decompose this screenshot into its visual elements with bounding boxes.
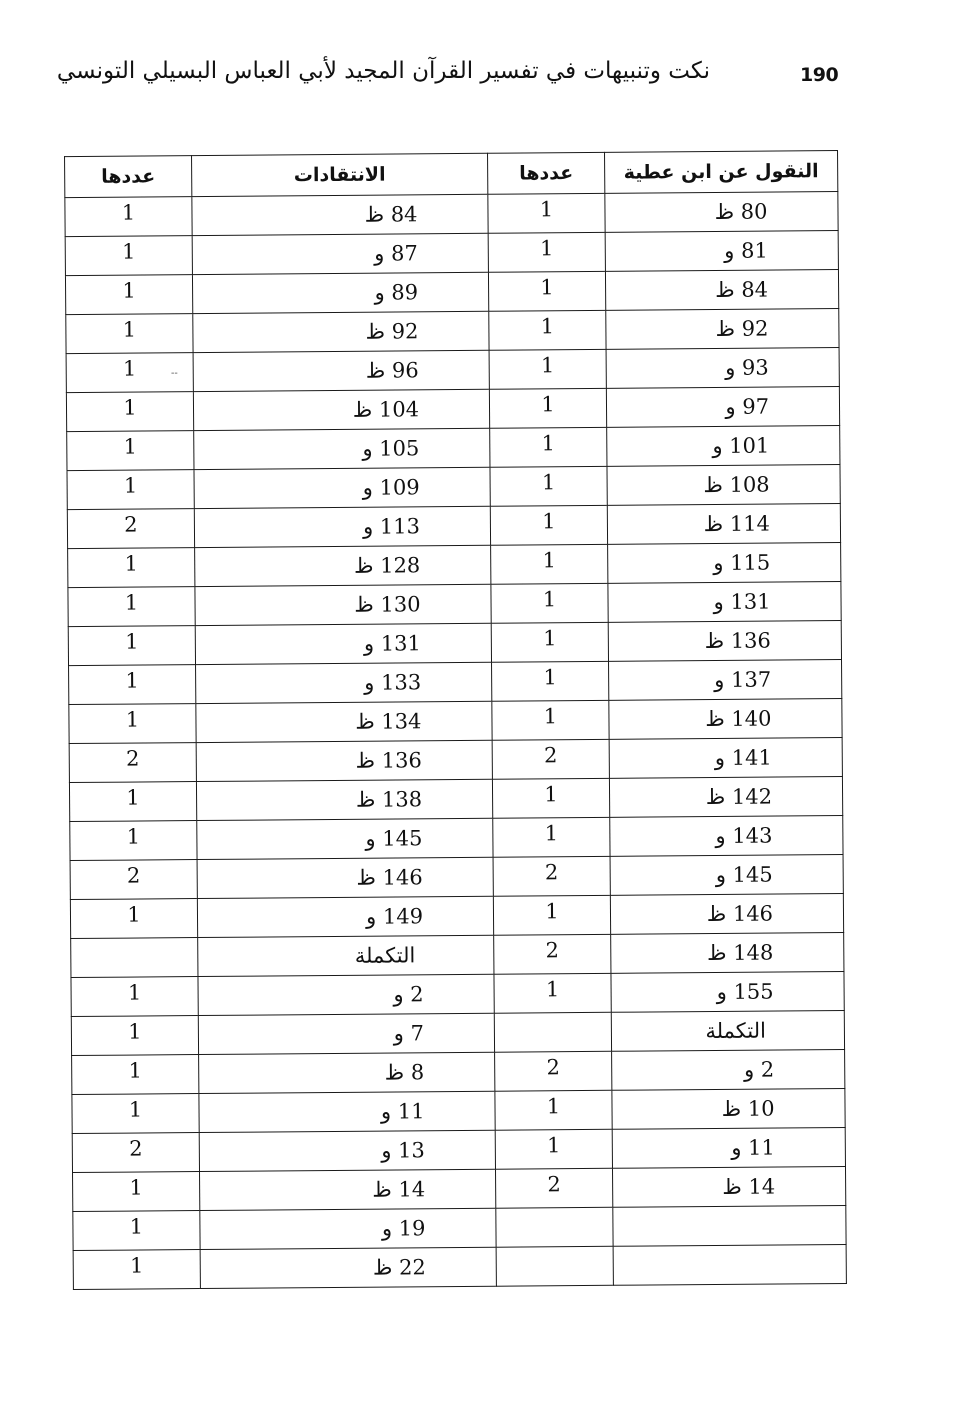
count-value: 1 <box>124 590 139 615</box>
cell-quote-ref: 145 و <box>610 854 843 895</box>
cell-criticism-count <box>73 1211 200 1251</box>
cell-criticism-ref: 2 و <box>198 974 494 1015</box>
cell-criticism-count <box>72 1094 199 1134</box>
column-header-criticisms: الانتقادات <box>192 153 488 196</box>
count-value: 1 <box>543 665 557 690</box>
cell-quote-count <box>495 1051 612 1091</box>
cell-criticism-count <box>71 938 198 978</box>
cell-quote-ref: 97 و <box>606 386 839 427</box>
count-value: 1 <box>123 395 137 420</box>
cell-criticism-ref: 14 ظ <box>200 1169 496 1210</box>
count-value: 1 <box>125 707 140 732</box>
count-value: 1 <box>540 275 554 300</box>
count-value: 1 <box>545 977 560 1002</box>
cell-criticism-ref: 11 و <box>199 1091 495 1132</box>
cell-quote-ref: 93 و <box>606 347 839 388</box>
count-value: 1 <box>541 470 556 495</box>
count-value: 1 <box>546 1094 561 1119</box>
cell-criticism-ref: 89 و <box>192 272 488 313</box>
cell-criticism-count <box>70 860 197 900</box>
cell-criticism-count <box>70 899 197 939</box>
count-value: 1 <box>128 1097 143 1122</box>
running-title: نكت وتنبيهات في تفسير القرآن المجيد لأبي العباس البسيلي التونسي <box>56 58 710 84</box>
cell-quote-ref: 10 ظ <box>612 1088 845 1129</box>
cell-criticism-count <box>70 821 197 861</box>
cell-criticism-ref: 145 و <box>197 818 493 859</box>
cell-quote-ref: 84 ظ <box>605 270 838 311</box>
cell-quote-ref: 140 ظ <box>609 698 842 739</box>
table-row <box>68 581 841 626</box>
cell-criticism-count <box>71 1016 198 1056</box>
cell-quote-ref: 148 ظ <box>611 932 844 973</box>
cell-criticism-count <box>66 314 193 354</box>
cell-quote-count <box>492 778 609 818</box>
cell-quote-ref: 80 ظ <box>605 192 838 233</box>
cell-criticism-ref: 105 و <box>194 428 490 469</box>
count-value: 2 <box>547 1172 561 1197</box>
cell-quote-count <box>492 739 609 779</box>
count-value: 1 <box>122 317 137 342</box>
table-header <box>65 151 838 198</box>
cell-quote-count <box>491 583 608 623</box>
cell-criticism-ref: 84 ظ <box>192 194 488 235</box>
cell-criticism-ref: 8 ظ <box>199 1052 495 1093</box>
count-value: 2 <box>545 938 560 963</box>
cell-quote-ref: 92 ظ <box>606 308 839 349</box>
cell-quote-ref: 81 و <box>605 231 838 272</box>
page-number: 190 <box>800 64 839 86</box>
cell-criticism-count <box>65 236 192 276</box>
count-value: 1 <box>544 782 558 807</box>
cell-quote-count <box>491 544 608 584</box>
cell-criticism-count <box>72 1055 199 1095</box>
table-row <box>70 893 843 938</box>
cell-quote-ref: 146 ظ <box>610 893 843 934</box>
cell-criticism-count <box>67 509 194 549</box>
cell-criticism-ref: 134 ظ <box>196 701 492 742</box>
table-row <box>71 932 844 977</box>
header-row <box>65 151 838 198</box>
cell-quote-ref: 114 ظ <box>607 503 840 544</box>
cell-quote-count <box>489 310 606 350</box>
count-value: 1 <box>122 356 137 381</box>
cell-quote-ref: 11 و <box>612 1127 845 1168</box>
cell-quote-count <box>493 817 610 857</box>
cell-criticism-ref: 13 و <box>199 1130 495 1171</box>
table-body <box>65 192 847 1290</box>
cell-quote-count <box>491 622 608 662</box>
count-value: 1 <box>126 785 140 810</box>
column-header-quotes-count: عددها <box>488 152 605 194</box>
cell-quote-ref: 136 ظ <box>608 620 841 661</box>
cell-criticism-ref: 104 ظ <box>193 389 489 430</box>
table-row <box>73 1205 846 1250</box>
cell-criticism-count <box>69 665 196 705</box>
table-row <box>67 425 840 470</box>
cell-quote-count <box>495 1090 612 1130</box>
table-row <box>65 231 838 276</box>
cell-quote-count <box>490 505 607 545</box>
cell-quote-ref: 115 و <box>608 542 841 583</box>
table-row <box>66 347 839 392</box>
count-value: 1 <box>541 392 555 417</box>
count-value: 1 <box>123 473 138 498</box>
cell-quote-ref: التكملة <box>611 1010 844 1051</box>
count-value: 1 <box>122 278 136 303</box>
cell-quote-ref: 131 و <box>608 581 841 622</box>
cell-criticism-count <box>67 431 194 471</box>
cell-criticism-count <box>69 704 196 744</box>
cell-criticism-ref: 149 و <box>197 896 493 937</box>
table-row <box>70 815 843 860</box>
cell-criticism-ref: 19 و <box>200 1208 496 1249</box>
cell-criticism-count <box>69 782 196 822</box>
cell-quote-count <box>494 973 611 1013</box>
cell-criticism-count <box>66 392 193 432</box>
cell-quote-ref: 143 و <box>610 815 843 856</box>
table-row <box>72 1088 845 1133</box>
cell-quote-ref <box>613 1244 846 1285</box>
table-row <box>65 270 838 315</box>
cell-criticism-ref: التكملة <box>198 935 494 976</box>
table-row <box>69 659 842 704</box>
cell-quote-count <box>489 349 606 389</box>
count-value: 1 <box>542 509 556 534</box>
count-value: 1 <box>542 587 557 612</box>
references-table <box>64 150 847 1290</box>
cell-criticism-ref: 136 ظ <box>196 740 492 781</box>
table-row <box>71 1010 844 1055</box>
cell-criticism-ref: 113 و <box>194 506 490 547</box>
count-value: 2 <box>546 1055 560 1080</box>
count-value: 1 <box>543 626 557 651</box>
count-value: 2 <box>129 1136 143 1161</box>
count-value: 2 <box>124 512 138 537</box>
count-value: 1 <box>545 899 559 924</box>
cell-criticism-ref: 22 ظ <box>200 1247 496 1288</box>
count-value: 1 <box>540 353 555 378</box>
table-row <box>68 620 841 665</box>
table-row <box>67 503 840 548</box>
cell-criticism-ref: 87 و <box>192 233 488 274</box>
cell-criticism-count <box>73 1172 200 1212</box>
table-row <box>65 192 838 237</box>
column-header-criticisms-count: عددها <box>65 156 192 198</box>
cell-quote-ref <box>613 1205 846 1246</box>
table-row <box>66 386 839 431</box>
count-value: 2 <box>544 860 559 885</box>
count-value: 1 <box>125 629 139 654</box>
cell-quote-count <box>494 1012 611 1052</box>
cell-quote-ref: 141 و <box>609 737 842 778</box>
cell-quote-ref: 137 و <box>609 659 842 700</box>
cell-criticism-count <box>68 548 195 588</box>
cell-quote-ref: 108 ظ <box>607 464 840 505</box>
cell-quote-count <box>492 700 609 740</box>
cell-quote-count <box>488 193 605 233</box>
cell-quote-count <box>494 934 611 974</box>
cell-quote-count <box>496 1207 613 1247</box>
table-row <box>71 971 844 1016</box>
cell-quote-count <box>495 1129 612 1169</box>
table-row <box>72 1049 845 1094</box>
table-row <box>68 542 841 587</box>
cell-criticism-count <box>73 1250 200 1290</box>
cell-quote-count <box>493 895 610 935</box>
cell-criticism-ref: 109 و <box>194 467 490 508</box>
table-row <box>73 1244 846 1289</box>
cell-criticism-ref: 146 ظ <box>197 857 493 898</box>
count-value: 1 <box>127 980 142 1005</box>
cell-quote-ref: 14 ظ <box>612 1166 845 1207</box>
table-row <box>72 1127 845 1172</box>
count-value: 1 <box>540 314 555 339</box>
table-row <box>69 737 842 782</box>
stray-pen-mark: -- <box>171 368 178 379</box>
cell-criticism-ref: 130 ظ <box>195 584 491 625</box>
table-row <box>69 698 842 743</box>
count-value: 1 <box>544 821 559 846</box>
cell-criticism-count <box>68 587 195 627</box>
cell-quote-ref: 155 و <box>611 971 844 1012</box>
cell-quote-count <box>493 856 610 896</box>
cell-criticism-count <box>71 977 198 1017</box>
cell-criticism-count <box>65 197 192 237</box>
count-value: 1 <box>129 1253 144 1278</box>
column-header-ibn-atiyya-quotes: النقول عن ابن عطية <box>605 151 838 194</box>
count-value: 1 <box>543 704 558 729</box>
table-row <box>66 308 839 353</box>
cell-criticism-ref: 92 ظ <box>193 311 489 352</box>
table-row <box>70 854 843 899</box>
count-value: 1 <box>129 1175 143 1200</box>
table-row <box>67 464 840 509</box>
cell-quote-ref: 142 ظ <box>609 776 842 817</box>
cell-criticism-count <box>68 626 195 666</box>
count-value: 1 <box>126 824 141 849</box>
cell-criticism-ref: 96 ظ <box>193 350 489 391</box>
cell-quote-count <box>488 232 605 272</box>
table-row <box>69 776 842 821</box>
cell-quote-count <box>495 1168 612 1208</box>
cell-criticism-ref: 138 ظ <box>196 779 492 820</box>
cell-criticism-ref: 7 و <box>198 1013 494 1054</box>
cell-quote-count <box>492 661 609 701</box>
count-value: 1 <box>121 239 136 264</box>
cell-quote-count <box>490 427 607 467</box>
cell-quote-ref: 2 و <box>612 1049 845 1090</box>
cell-criticism-count <box>65 275 192 315</box>
count-value: 1 <box>541 431 556 456</box>
count-value: 2 <box>125 746 140 771</box>
count-value: 1 <box>129 1214 144 1239</box>
count-value: 1 <box>542 548 556 573</box>
count-value: 1 <box>125 668 139 693</box>
count-value: 1 <box>128 1058 142 1083</box>
cell-quote-count <box>490 466 607 506</box>
count-value: 1 <box>123 434 138 459</box>
cell-quote-count <box>489 388 606 428</box>
cell-criticism-ref: 133 و <box>196 662 492 703</box>
count-value: 1 <box>127 902 141 927</box>
count-value: 1 <box>121 200 136 225</box>
count-value: 2 <box>126 863 141 888</box>
cell-criticism-ref: 131 و <box>195 623 491 664</box>
cell-quote-ref: 101 و <box>607 425 840 466</box>
cell-criticism-count <box>72 1133 199 1173</box>
cell-quote-count <box>496 1246 613 1286</box>
cell-quote-count <box>488 271 605 311</box>
count-value: 1 <box>128 1019 142 1044</box>
count-value: 1 <box>539 197 554 222</box>
count-value: 1 <box>539 236 554 261</box>
cell-criticism-count <box>67 470 194 510</box>
cell-criticism-ref: 128 ظ <box>195 545 491 586</box>
count-value: 1 <box>124 551 139 576</box>
count-value: 2 <box>543 743 558 768</box>
count-value: 1 <box>547 1133 561 1158</box>
cell-criticism-count <box>69 743 196 783</box>
table-row <box>73 1166 846 1211</box>
